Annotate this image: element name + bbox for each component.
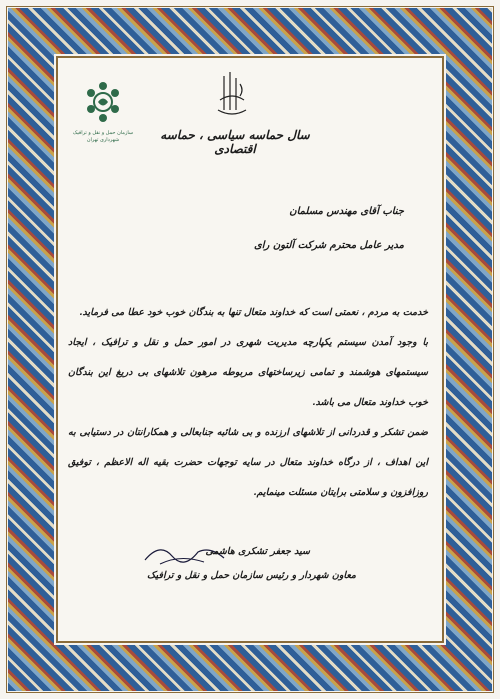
recipient-name: جناب آقای مهندس مسلمان: [289, 206, 404, 217]
body-paragraph: ضمن تشکر و قدردانی از تلاشهای ارزنده و بی شائبه جنابعالی و همکارانتان در دستیابی به این اهداف ، از درگاه خداوند متعال در سایه توجهات حضرت بقیه اله الاعظم ، توفیق روزافزون و سلامتی برایتان مسئلت مینمایم.: [68, 427, 428, 498]
signer-title: معاون شهردار و رئیس سازمان حمل و نقل و ترافیک: [147, 570, 356, 581]
year-slogan: سال حماسه سیاسی ، حماسه اقتصادی: [160, 128, 310, 156]
municipality-emblem-icon: [81, 80, 125, 124]
bismillah-calligraphy-emblem: [210, 70, 254, 120]
tehran-municipality-logo: [68, 80, 138, 160]
signer-name: سید جعفر تشکری هاشمی: [205, 546, 310, 557]
logo-caption: سازمان حمل و نقل و ترافیک شهرداری تهران: [72, 130, 134, 143]
body-paragraph: با وجود آمدن سیستم یکپارچه مدیریت شهری در امور حمل و نقل و ترافیک ، ایجاد سیستمهای هوشمند و تمامی زیرساختهای مربوطه مرهون تلاشهای بی دریغ این بندگان خوب خداوند متعال می باشد.: [68, 337, 428, 408]
recipient-title: مدیر عامل محترم شرکت آلتون رای: [253, 240, 404, 251]
body-paragraph: خدمت به مردم ، نعمتی است که خداوند متعال تنها به بندگان خوب خود عطا می فرماید.: [79, 307, 428, 318]
letter-body: [68, 298, 428, 508]
letter-content: [60, 60, 440, 639]
